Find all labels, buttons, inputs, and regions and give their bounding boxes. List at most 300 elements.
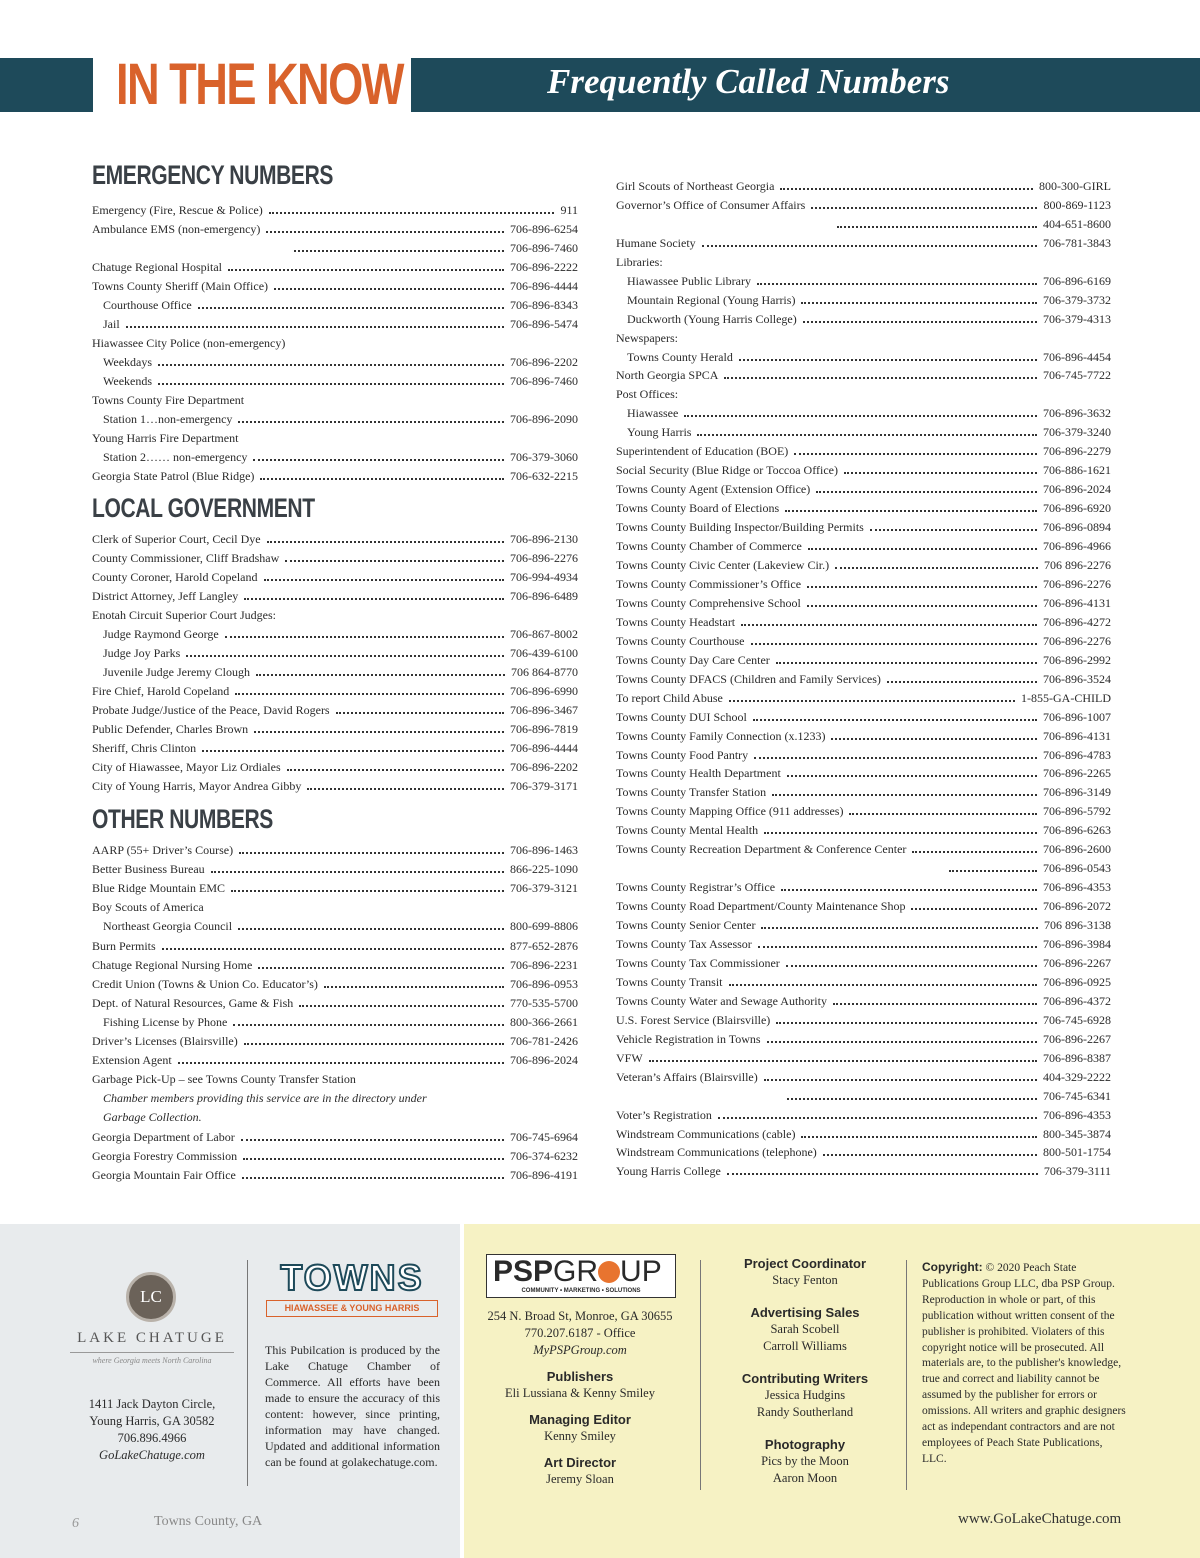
directory-row-towns-county-herald xyxy=(616,348,1111,365)
directory-entry-phone: 706-896-2276 xyxy=(1043,577,1111,591)
directory-entry-name: Judge Raymond George xyxy=(103,627,219,641)
directory-entry-phone: 706-896-4272 xyxy=(1043,615,1111,629)
directory-entry-phone: 706-896-2265 xyxy=(1043,766,1111,780)
dot-leader xyxy=(126,326,504,328)
directory-entry-phone: 706-886-1621 xyxy=(1043,463,1111,477)
directory-row-sheriff-chris-clinton xyxy=(92,739,578,756)
directory-entry-phone: 706-896-2276 xyxy=(1043,634,1111,648)
logo-divider xyxy=(70,1352,234,1353)
directory-row-towns-county-dfacs-children-and-family-s xyxy=(616,670,1111,687)
towns-subtitle: HIAWASSEE & YOUNG HARRIS xyxy=(266,1300,438,1317)
directory-row-towns-county-comprehensive-school xyxy=(616,594,1111,611)
dot-leader xyxy=(244,1043,504,1045)
directory-entry-phone: 706-896-2267 xyxy=(1043,956,1111,970)
dot-leader xyxy=(801,302,1037,304)
directory-entry-name: Towns County Tax Commissioner xyxy=(616,956,780,970)
dot-leader xyxy=(727,1173,1038,1175)
directory-row-towns-county-board-of-elections xyxy=(616,499,1111,516)
dot-leader xyxy=(729,700,1015,702)
directory-entry-phone: 706-896-2279 xyxy=(1043,444,1111,458)
directory-entry-name: Georgia Mountain Fair Office xyxy=(92,1167,236,1182)
directory-row-chamber-members-providing-this-service-a xyxy=(92,1089,578,1106)
dot-leader xyxy=(336,712,504,714)
directory-entry-phone: 706-379-3732 xyxy=(1043,293,1111,307)
directory-row-fishing-license-by-phone xyxy=(92,1013,578,1030)
directory-entry-phone: 706-896-7819 xyxy=(510,722,578,736)
directory-entry-name: Girl Scouts of Northeast Georgia xyxy=(616,179,775,193)
directory-row-georgia-forestry-commission xyxy=(92,1147,578,1164)
directory-row-newspapers xyxy=(616,329,1111,346)
dot-leader xyxy=(242,1177,504,1179)
dot-leader xyxy=(702,245,1037,247)
dot-leader xyxy=(764,832,1037,834)
directory-entry-name: Towns County Recreation Department & Conference Center xyxy=(616,842,907,856)
directory-entry-phone: 706-896-4444 xyxy=(510,279,578,293)
dot-leader xyxy=(287,769,504,771)
directory-row-towns-county-recreation-department-confe xyxy=(616,840,1111,857)
directory-entry-phone: 706-896-8387 xyxy=(1043,1051,1111,1065)
directory-entry-phone: 404-651-8600 xyxy=(1043,217,1111,231)
directory-entry-phone: 706-745-6928 xyxy=(1043,1013,1111,1027)
dot-leader xyxy=(231,890,504,892)
dot-leader xyxy=(837,226,1037,228)
footer-divider-1 xyxy=(247,1260,248,1486)
directory-entry-phone: 706-896-4353 xyxy=(1043,880,1111,894)
directory-entry-phone: 706-896-4783 xyxy=(1043,748,1111,762)
directory-row-706-745-6341 xyxy=(616,1087,1111,1104)
directory-row-blue-ridge-mountain-emc xyxy=(92,879,578,896)
directory-entry-phone: 706-896-6254 xyxy=(510,222,578,236)
psp-logo-text-b: GR xyxy=(553,1255,599,1288)
directory-row-u-s-forest-service-blairsville xyxy=(616,1011,1111,1028)
directory-entry-phone: 706 896-2276 xyxy=(1044,558,1111,572)
directory-row-hiawassee-public-library xyxy=(616,272,1111,289)
directory-row-706-896-0543 xyxy=(616,859,1111,876)
directory-entry-phone: 706-896-4454 xyxy=(1043,350,1111,364)
directory-row-towns-county-fire-department xyxy=(92,391,578,408)
directory-entry-name: Clerk of Superior Court, Cecil Dye xyxy=(92,532,261,546)
advertising-sales-label: Advertising Sales xyxy=(750,1305,860,1320)
project-coordinator-label: Project Coordinator xyxy=(743,1256,867,1271)
directory-row-garbage-pick-up-see-towns-county-transfe xyxy=(92,1070,578,1087)
directory-entry-phone: 706-896-0953 xyxy=(510,976,578,991)
directory-row-credit-union-towns-union-co-educator-s xyxy=(92,975,578,992)
directory-entry-phone: 800-699-8806 xyxy=(510,919,578,934)
psp-address: 254 N. Broad St, Monroe, GA 30655 xyxy=(487,1309,673,1323)
directory-entry-phone: 706-896-4353 xyxy=(1043,1108,1111,1122)
directory-entry-name: Young Harris Fire Department xyxy=(92,431,239,445)
directory-entry-name: Weekdays xyxy=(103,355,153,369)
directory-entry-name: County Commissioner, Cliff Bradshaw xyxy=(92,551,280,565)
directory-entry-name: North Georgia SPCA xyxy=(616,368,719,382)
directory-entry-name: Towns County Road Department/County Maintenance Shop xyxy=(616,899,906,913)
directory-entry-name: Georgia Department of Labor xyxy=(92,1129,235,1144)
dot-leader xyxy=(718,1117,1037,1119)
directory-entry-name: Georgia Forestry Commission xyxy=(92,1148,238,1163)
dot-leader xyxy=(835,567,1038,569)
directory-entry-name: Garbage Collection. xyxy=(103,1110,202,1125)
directory-entry-name: Towns County Mental Health xyxy=(616,823,759,837)
directory-entry-name: Enotah Circuit Superior Court Judges: xyxy=(92,608,276,622)
directory-entry-name: Voter’s Registration xyxy=(616,1108,712,1122)
directory-row-aarp-55-driver-s-course xyxy=(92,841,578,858)
dot-leader xyxy=(233,1024,504,1026)
directory-entry-phone: 706-745-7722 xyxy=(1043,368,1111,382)
directory-entry-name: Towns County Comprehensive School xyxy=(616,596,801,610)
directory-entry-name: Governor’s Office of Consumer Affairs xyxy=(616,198,806,212)
directory-entry-phone: 706-632-2215 xyxy=(510,469,578,483)
directory-entry-phone: 706-896-2024 xyxy=(1043,482,1111,496)
directory-row-towns-county-courthouse xyxy=(616,632,1111,649)
directory-entry-phone: 706-896-4444 xyxy=(510,741,578,755)
directory-entry-phone: 706-896-2202 xyxy=(510,760,578,774)
directory-row-towns-county-mental-health xyxy=(616,821,1111,838)
directory-entry-phone: 706-439-6100 xyxy=(510,646,578,660)
directory-entry-phone: 706-896-6920 xyxy=(1043,501,1111,515)
directory-entry-name: Towns County Transfer Station xyxy=(616,785,767,799)
directory-entry-phone: 706-896-7460 xyxy=(510,374,578,388)
directory-entry-name: Superintendent of Education (BOE) xyxy=(616,444,789,458)
dot-leader xyxy=(758,946,1037,948)
chamber-phone: 706.896.4966 xyxy=(117,1431,187,1445)
directory-entry-name: Chatuge Regional Nursing Home xyxy=(92,957,253,972)
dot-leader xyxy=(253,459,504,461)
directory-entry-phone: 706-745-6341 xyxy=(1043,1089,1111,1103)
directory-entry-phone: 706-896-6489 xyxy=(510,589,578,603)
directory-row-young-harris-fire-department xyxy=(92,429,578,446)
directory-entry-name: Towns County Herald xyxy=(627,350,733,364)
section-local-government: LOCAL GOVERNMENT xyxy=(92,493,315,523)
dot-leader xyxy=(751,643,1038,645)
lake-chatuge-tagline: where Georgia meets North Carolina xyxy=(92,1356,212,1365)
directory-entry-name: Driver’s Licenses (Blairsville) xyxy=(92,1034,238,1048)
dot-leader xyxy=(831,738,1037,740)
directory-entry-name: To report Child Abuse xyxy=(616,691,723,705)
lc-badge-initials: LC xyxy=(140,1287,162,1306)
directory-entry-name: Mountain Regional (Young Harris) xyxy=(627,293,796,307)
dot-leader xyxy=(801,1136,1037,1138)
dot-leader xyxy=(807,586,1037,588)
directory-entry-name: Courthouse Office xyxy=(103,298,192,312)
contributing-writers-label: Contributing Writers xyxy=(741,1371,869,1386)
directory-row-voter-s-registration xyxy=(616,1106,1111,1123)
contributing-writer-2: Randy Southerland xyxy=(756,1405,854,1419)
directory-entry-name: Towns County DUI School xyxy=(616,710,747,724)
directory-row-towns-county-mapping-office-911-addresse xyxy=(616,802,1111,819)
directory-entry-phone: 706-896-1007 xyxy=(1043,710,1111,724)
photography-credit-1: Pics by the Moon xyxy=(761,1454,849,1468)
directory-entry-name: Juvenile Judge Jeremy Clough xyxy=(103,665,250,679)
directory-row-jail xyxy=(92,315,578,332)
dot-leader xyxy=(823,1154,1037,1156)
directory-entry-name: Towns County Commissioner’s Office xyxy=(616,577,802,591)
directory-row-towns-county-food-pantry xyxy=(616,746,1111,763)
page-number: 6 xyxy=(72,1516,79,1531)
directory-entry-phone: 706-896-2267 xyxy=(1043,1032,1111,1046)
directory-entry-name: District Attorney, Jeff Langley xyxy=(92,589,239,603)
directory-row-georgia-department-of-labor xyxy=(92,1128,578,1145)
directory-entry-phone: 877-652-2876 xyxy=(510,938,578,953)
directory-row-girl-scouts-of-northeast-georgia xyxy=(616,177,1111,194)
dot-leader xyxy=(767,1041,1037,1043)
directory-entry-phone: 800-869-1123 xyxy=(1043,198,1111,212)
dot-leader xyxy=(256,674,505,676)
directory-entry-phone: 706-896-5474 xyxy=(510,317,578,331)
dot-leader xyxy=(811,207,1037,209)
dot-leader xyxy=(724,377,1037,379)
directory-entry-phone: 706-896-6263 xyxy=(1043,823,1111,837)
dot-leader xyxy=(158,383,504,385)
directory-row-windstream-communications-cable xyxy=(616,1125,1111,1142)
section-other-numbers: OTHER NUMBERS xyxy=(92,804,273,834)
directory-row-northeast-georgia-council xyxy=(92,917,578,934)
psp-phone: 770.207.6187 - Office xyxy=(524,1326,636,1340)
directory-entry-name: Towns County Day Care Center xyxy=(616,653,770,667)
directory-entry-name: Blue Ridge Mountain EMC xyxy=(92,881,225,896)
directory-row-boy-scouts-of-america xyxy=(92,898,578,915)
directory-row-weekdays xyxy=(92,353,578,370)
directory-row-weekends xyxy=(92,372,578,389)
directory-entry-name: Station 1…non-emergency xyxy=(103,412,233,426)
header-left-title: IN THE KNOW xyxy=(116,52,403,117)
directory-entry-phone: 706-896-2024 xyxy=(510,1053,578,1068)
directory-row-county-commissioner-cliff-bradshaw xyxy=(92,549,578,566)
directory-row-libraries xyxy=(616,253,1111,270)
footer-divider-3 xyxy=(906,1260,907,1490)
directory-entry-name: Sheriff, Chris Clinton xyxy=(92,741,197,755)
dot-leader xyxy=(178,1062,504,1064)
directory-entry-name: Towns County Mapping Office (911 addresses) xyxy=(616,804,844,818)
dot-leader xyxy=(911,908,1037,910)
directory-entry-name: Hiawassee Public Library xyxy=(627,274,751,288)
footer-publisher-panel xyxy=(464,1224,1200,1558)
directory-entry-phone: 800-300-GIRL xyxy=(1039,179,1111,193)
directory-row-towns-county-agent-extension-office xyxy=(616,480,1111,497)
directory-entry-name: Towns County Registrar’s Office xyxy=(616,880,776,894)
directory-entry-name: Towns County Building Inspector/Building Permits xyxy=(616,520,864,534)
directory-entry-phone: 706-867-8002 xyxy=(510,627,578,641)
directory-entry-name: Towns County Transit xyxy=(616,975,723,989)
dot-leader xyxy=(235,693,504,695)
dot-leader xyxy=(807,605,1037,607)
directory-entry-phone: 706-374-6232 xyxy=(510,1148,578,1163)
towns-wordmark: TOWNS xyxy=(280,1257,424,1298)
directory-entry-phone: 706-896-4131 xyxy=(1043,729,1111,743)
directory-entry-phone: 706-896-5792 xyxy=(1043,804,1111,818)
directory-entry-phone: 911 xyxy=(560,203,578,217)
directory-entry-phone: 706-896-1463 xyxy=(510,843,578,857)
directory-entry-phone: 706-896-4191 xyxy=(510,1167,578,1182)
directory-entry-phone: 706-896-0543 xyxy=(1043,861,1111,875)
psp-logo-subtitle: COMMUNITY • MARKETING • SOLUTIONS xyxy=(521,1288,641,1294)
peach-icon xyxy=(598,1261,620,1283)
dot-leader xyxy=(785,510,1037,512)
psp-logo-text-c: UP xyxy=(620,1255,662,1288)
directory-row-fire-chief-harold-copeland xyxy=(92,682,578,699)
directory-row-district-attorney-jeff-langley xyxy=(92,587,578,604)
directory-entry-name: Hiawassee xyxy=(627,406,679,420)
directory-entry-phone: 706-896-4131 xyxy=(1043,596,1111,610)
lake-chatuge-logo xyxy=(66,1268,238,1368)
section-emergency: EMERGENCY NUMBERS xyxy=(92,160,334,190)
directory-entry-phone: 706-896-7460 xyxy=(510,241,578,255)
directory-entry-phone: 706-896-4372 xyxy=(1043,994,1111,1008)
dot-leader xyxy=(844,472,1037,474)
footer-chamber-panel xyxy=(0,1224,460,1558)
psp-group-logo xyxy=(486,1254,676,1298)
publishers-label: Publishers xyxy=(546,1369,614,1384)
directory-entry-phone: 706 864-8770 xyxy=(511,665,578,679)
dot-leader xyxy=(754,757,1037,759)
directory-row-towns-county-registrar-s-office xyxy=(616,878,1111,895)
directory-row-dept-of-natural-resources-game-fish xyxy=(92,994,578,1011)
copyright-text: © 2020 Peach State Publications Group LLC, dba PSP Group. Reproduction in whole or part, of this publication without written consent of the publisher is prohibited. Violaters of this copyright notice will be prosecuted. All materials are, to the publisher's knowledge, true and correct and liability cannot be assumed by the publisher for errors or omissions. All writers and graphic designers act as independant contractors and are not employees of Peach State Publications, LLC. xyxy=(922,1262,1126,1465)
directory-entry-phone: 706-896-0894 xyxy=(1043,520,1111,534)
directory-entry-phone: 706-896-2130 xyxy=(510,532,578,546)
directory-entry-name: Young Harris xyxy=(627,425,692,439)
directory-entry-phone: 706-896-3632 xyxy=(1043,406,1111,420)
dot-leader xyxy=(787,1098,1037,1100)
directory-entry-phone: 706 896-3138 xyxy=(1044,918,1111,932)
directory-row-city-of-hiawassee-mayor-liz-ordiales xyxy=(92,758,578,775)
directory-entry-phone: 706-994-4934 xyxy=(510,570,578,584)
directory-entry-name: AARP (55+ Driver’s Course) xyxy=(92,843,234,857)
directory-entry-name: Dept. of Natural Resources, Game & Fish xyxy=(92,995,294,1010)
dot-leader xyxy=(307,788,504,790)
directory-entry-name: Jail xyxy=(103,317,120,331)
dot-leader xyxy=(162,948,504,950)
directory-row-towns-county-chamber-of-commerce xyxy=(616,537,1111,554)
directory-row-706-896-7460 xyxy=(92,239,578,256)
directory-entry-name: Towns County Board of Elections xyxy=(616,501,780,515)
psp-website[interactable]: MyPSPGroup.com xyxy=(533,1343,627,1357)
directory-entry-name: Judge Joy Parks xyxy=(103,646,181,660)
directory-row-to-report-child-abuse xyxy=(616,689,1111,706)
dot-leader xyxy=(324,986,504,988)
directory-entry-name: VFW xyxy=(616,1051,643,1065)
dot-leader xyxy=(772,794,1037,796)
towns-disclaimer: This Pubilcation is produced by the Lake Chatuge Chamber of Commerce. All efforts have been made to ensure the accuracy of this content: however, since printing, information may have changed. Updated and additional information can be found at golakechatuge.com. xyxy=(265,1343,440,1469)
directory-entry-name: Towns County Courthouse xyxy=(616,634,745,648)
directory-entry-phone: 706-379-3060 xyxy=(510,450,578,464)
directory-row-towns-county-family-connection-x-1233 xyxy=(616,727,1111,744)
dot-leader xyxy=(776,1022,1037,1024)
directory-entry-phone: 404-329-2222 xyxy=(1043,1070,1111,1084)
dot-leader xyxy=(266,231,504,233)
directory-entry-name: Towns County Sheriff (Main Office) xyxy=(92,279,269,293)
dot-leader xyxy=(285,560,504,562)
directory-entry-name: Chatuge Regional Hospital xyxy=(92,260,222,274)
directory-entry-name: Hiawassee City Police (non-emergency) xyxy=(92,336,286,350)
directory-entry-phone: 706-896-3149 xyxy=(1043,785,1111,799)
directory-row-superintendent-of-education-boe xyxy=(616,442,1111,459)
directory-row-towns-county-senior-center xyxy=(616,916,1111,933)
directory-row-veteran-s-affairs-blairsville xyxy=(616,1068,1111,1085)
directory-row-towns-county-transfer-station xyxy=(616,783,1111,800)
directory-row-county-coroner-harold-copeland xyxy=(92,568,578,585)
left-directory-column xyxy=(92,0,578,1200)
contributing-writer-1: Jessica Hudgins xyxy=(764,1388,846,1402)
directory-entry-name: Humane Society xyxy=(616,236,696,250)
directory-row-ambulance-ems-non-emergency xyxy=(92,220,578,237)
directory-entry-name: Windstream Communications (telephone) xyxy=(616,1145,817,1159)
photography-credit-2: Aaron Moon xyxy=(772,1471,838,1485)
directory-entry-phone: 706-896-3984 xyxy=(1043,937,1111,951)
chamber-address-block xyxy=(62,1396,242,1464)
directory-row-judge-raymond-george xyxy=(92,625,578,642)
directory-entry-name: City of Hiawassee, Mayor Liz Ordiales xyxy=(92,760,281,774)
art-director-label: Art Director xyxy=(543,1455,617,1470)
dot-leader xyxy=(787,775,1037,777)
dot-leader xyxy=(781,889,1037,891)
directory-row-north-georgia-spca xyxy=(616,366,1111,383)
directory-entry-phone: 706-781-3843 xyxy=(1043,236,1111,250)
directory-entry-name: Social Security (Blue Ridge or Toccoa Office) xyxy=(616,463,838,477)
psp-info-block xyxy=(470,1308,690,1488)
directory-entry-phone: 706-896-2992 xyxy=(1043,653,1111,667)
dot-leader xyxy=(729,984,1037,986)
copyright-notice xyxy=(922,1260,1126,1468)
directory-entry-name: Weekends xyxy=(103,374,153,388)
header-left-bar xyxy=(0,58,93,112)
directory-entry-phone: 706-781-2426 xyxy=(510,1034,578,1048)
directory-row-governor-s-office-of-consumer-affairs xyxy=(616,196,1111,213)
directory-entry-phone: 706-896-2072 xyxy=(1043,899,1111,913)
directory-row-towns-county-dui-school xyxy=(616,708,1111,725)
directory-entry-name: Ambulance EMS (non-emergency) xyxy=(92,222,261,236)
dot-leader xyxy=(808,548,1037,550)
directory-entry-phone: 706-896-3467 xyxy=(510,703,578,717)
dot-leader xyxy=(649,1060,1037,1062)
advertising-sales-name-1: Sarah Scobell xyxy=(770,1322,840,1336)
footer-website[interactable]: www.GoLakeChatuge.com xyxy=(958,1511,1122,1527)
directory-row-chatuge-regional-nursing-home xyxy=(92,956,578,973)
directory-entry-name: Towns County DFACS (Children and Family Services) xyxy=(616,672,881,686)
dot-leader xyxy=(794,453,1037,455)
directory-row-hiawassee xyxy=(616,404,1111,421)
dot-leader xyxy=(833,1003,1037,1005)
chamber-website[interactable]: GoLakeChatuge.com xyxy=(99,1448,205,1462)
directory-entry-name: Station 2…… non-emergency xyxy=(103,450,248,464)
dot-leader xyxy=(776,662,1037,664)
directory-entry-name: Garbage Pick-Up – see Towns County Transfer Station xyxy=(92,1072,356,1087)
dot-leader xyxy=(211,871,504,873)
dot-leader xyxy=(887,681,1037,683)
directory-entry-phone: 800-501-1754 xyxy=(1043,1145,1111,1159)
directory-entry-phone: 706-379-3121 xyxy=(510,881,578,896)
dot-leader xyxy=(244,598,504,600)
directory-row-public-defender-charles-brown xyxy=(92,720,578,737)
directory-entry-name: Windstream Communications (cable) xyxy=(616,1127,796,1141)
directory-row-extension-agent xyxy=(92,1051,578,1068)
dot-leader xyxy=(753,719,1037,721)
dot-leader xyxy=(757,283,1037,285)
dot-leader xyxy=(274,288,504,290)
directory-entry-phone: 1-855-GA-CHILD xyxy=(1021,691,1111,705)
directory-entry-phone: 706-379-3171 xyxy=(510,779,578,793)
directory-entry-name: Towns County Senior Center xyxy=(616,918,756,932)
directory-row-towns-county-tax-assessor xyxy=(616,935,1111,952)
directory-row-towns-county-transit xyxy=(616,973,1111,990)
dot-leader xyxy=(238,928,504,930)
directory-row-404-651-8600 xyxy=(616,215,1111,232)
directory-row-better-business-bureau xyxy=(92,860,578,877)
directory-entry-name: Burn Permits xyxy=(92,938,156,953)
directory-entry-phone: 706-896-2276 xyxy=(510,551,578,565)
dot-leader xyxy=(739,359,1037,361)
dot-leader xyxy=(258,967,504,969)
directory-row-emergency-fire-rescue-police xyxy=(92,201,578,218)
